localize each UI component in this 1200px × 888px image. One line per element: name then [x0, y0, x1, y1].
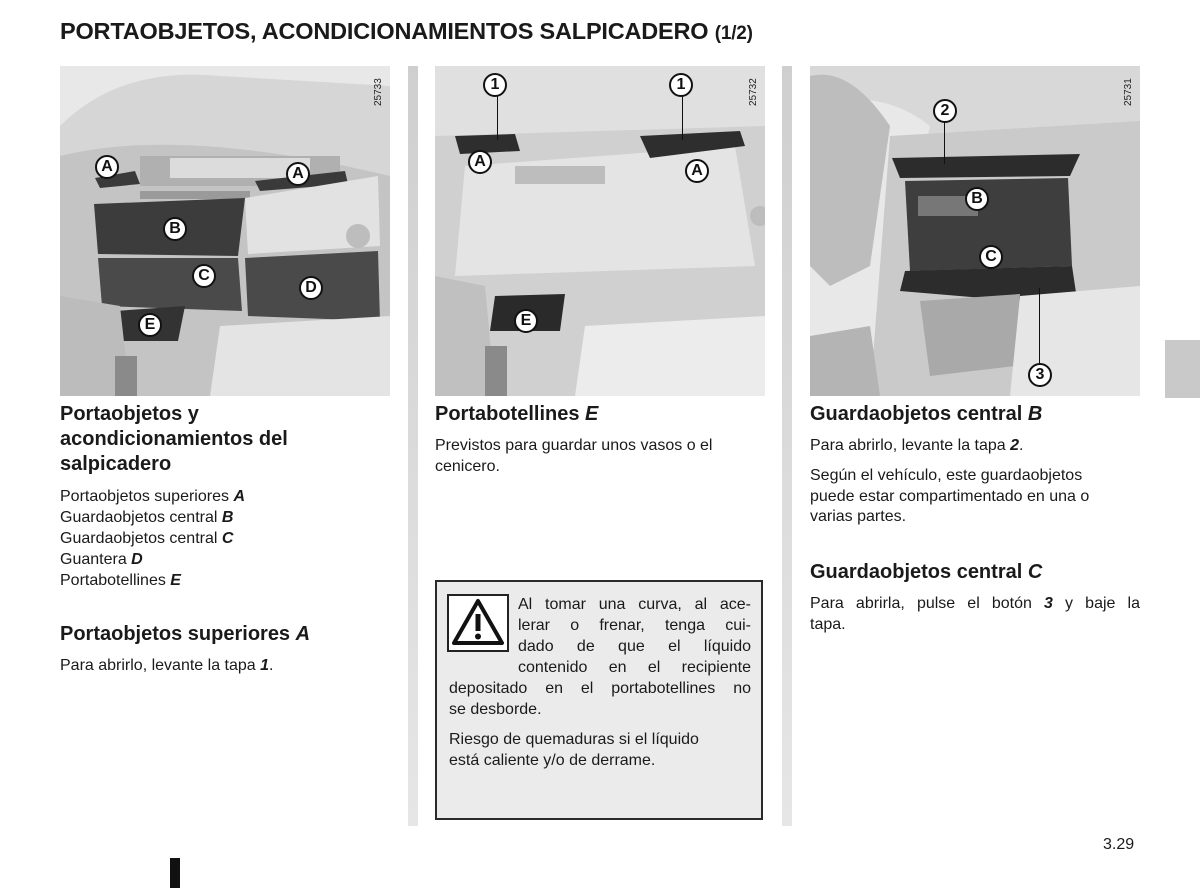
heading-line: salpicadero — [60, 453, 172, 475]
dashboard-illustration — [60, 66, 390, 396]
paragraph: Para abrirlo, levante la tapa 1. — [60, 657, 274, 674]
callout-label: 2 — [933, 99, 957, 123]
callout-label: 3 — [1028, 363, 1052, 387]
callout-label: A — [468, 150, 492, 174]
dashboard-illustration — [435, 66, 765, 396]
figure-central-storage — [810, 66, 1140, 396]
callout-label: E — [514, 309, 538, 333]
callout-label: D — [299, 276, 323, 300]
list-item: Guardaobjetos central B — [60, 509, 234, 526]
warning-line: Riesgo de quemaduras si el líquido — [449, 731, 699, 748]
paragraph: Para abrirla, pulse el botón 3 y baje la tapa. — [810, 595, 1140, 633]
callout-label: E — [138, 313, 162, 337]
warning-line: depositado en el portabotellines no — [449, 680, 751, 697]
figure-code: 25732 — [748, 78, 759, 106]
warning-line: está caliente y/o de derrame. — [449, 752, 656, 769]
paragraph: Para abrirlo, levante la tapa 2. — [810, 437, 1024, 454]
warning-line: contenido en el recipiente — [518, 659, 751, 676]
paragraph: Según el vehículo, este guardaobjetos puede estar compartimentado en una o varias partes. — [810, 467, 1090, 525]
leader-line — [497, 94, 498, 140]
callout-label: A — [95, 155, 119, 179]
callout-label: C — [979, 245, 1003, 269]
section-heading: Portaobjetos superiores A — [60, 623, 311, 645]
warning-line: se desborde. — [449, 701, 542, 718]
dashboard-illustration — [810, 66, 1140, 396]
heading-line: acondicionamientos del — [60, 428, 288, 450]
leader-line — [944, 122, 945, 164]
warning-line: Al tomar una curva, al ace- — [518, 596, 751, 613]
heading-line: Portaobjetos y — [60, 403, 199, 425]
warning-line: dado de que el líquido — [518, 638, 751, 655]
page-title-suffix: (1/2) — [714, 23, 753, 44]
callout-label: 1 — [483, 73, 507, 97]
callout-label: C — [192, 264, 216, 288]
section-heading: Guardaobjetos central C — [810, 561, 1043, 583]
column-divider — [782, 66, 792, 826]
warning-box — [435, 580, 763, 820]
page-edge-mark — [170, 858, 180, 888]
warning-triangle-icon — [447, 594, 509, 652]
list-item: Portabotellines E — [60, 572, 181, 589]
figure-upper-storage — [435, 66, 765, 396]
paragraph: Previstos para guardar unos vasos o el cenicero. — [435, 437, 713, 475]
warning-line: lerar o frenar, tenga cui- — [518, 617, 751, 634]
section-heading — [60, 402, 390, 477]
section-heading: Portabotellines E — [435, 403, 599, 425]
column-divider — [408, 66, 418, 826]
list-item: Guantera D — [60, 551, 143, 568]
callout-label: A — [685, 159, 709, 183]
list-item: Guardaobjetos central C — [60, 530, 234, 547]
page-title-text: PORTAOBJETOS, ACONDICIONAMIENTOS SALPICADERO — [60, 18, 709, 44]
storage-list — [60, 486, 390, 591]
figure-code: 25731 — [1123, 78, 1134, 106]
leader-line — [1039, 288, 1040, 365]
page-title — [60, 18, 753, 45]
list-item: Portaobjetos superiores A — [60, 488, 245, 505]
chapter-tab — [1165, 340, 1200, 398]
section-heading: Guardaobjetos central B — [810, 403, 1043, 425]
callout-label: B — [965, 187, 989, 211]
leader-line — [682, 94, 683, 140]
callout-label: B — [163, 217, 187, 241]
callout-label: 1 — [669, 73, 693, 97]
figure-code: 25733 — [373, 78, 384, 106]
callout-label: A — [286, 162, 310, 186]
page-number: 3.29 — [1103, 836, 1135, 853]
figure-dashboard-storage — [60, 66, 390, 396]
